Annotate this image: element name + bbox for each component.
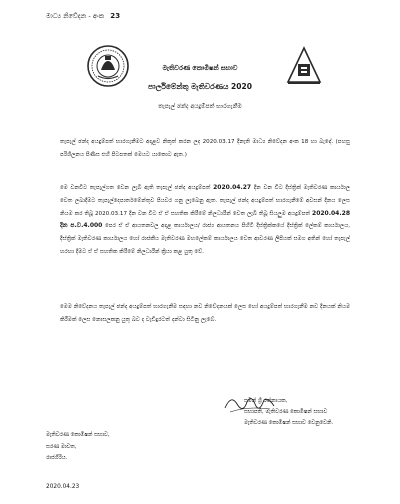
address-line-2: සරණ මාවත, [46,443,77,450]
paragraph-3: මෙම නිවේදනය තැපැල් ඡන්ද අයදුම්පත් භාරගැනීම සඳහා නව නිවේදනයක් ලෙස හෝ අයදුම්පත් භාරගැනීම නව දිනයක් නියම කිරීමක් ලෙස නොසලකනු යුතු බව ද වැඩිදුරටත් දන්වා සිටිනු ලැබේ. [60,304,350,323]
address-line-1: මැතිවරණ කොමිෂන් සභාව, [46,432,110,438]
document-subtitle: තැපැල් ඡන්ද අයදුම්පත් භාරගැනීම [158,103,242,110]
date-highlight-2: 2020.04.28 දින ප.ව.4.000 [60,209,350,230]
document-title: පාර්ලිමේන්තු මැතිවරණය 2020 [148,82,252,91]
paragraph-2-part-a: මෙ වනවිට තැපැල්ගත වෙන ලැබී ඇති තැපැල් ඡන්ද අයදුම්පත් [60,185,211,191]
signatory-name: සමන් ශ්‍රී රත්නායක, [244,398,288,404]
footer-address [46,430,110,465]
date-highlight-1: 2020.04.27 [213,184,252,191]
paragraph-2-part-c: පෙර ඒ ඒ ආයතනවල අදාළ කාර්යාලය/ රාජ්‍ය ආයතනය පිහිටි දිස්ත්‍රික්කයේ දිස්ත්‍රික් ලේකම් කාර්යාලය, දිස්ත්‍රික් මැතිවරණ කාර්යාලය හෝ රාජකීය මැතිවරණ මහලේකම් කාර්යාලය වෙත ආවරණ ලිපියක් සමග අතින් හෝ තැපැල් හරහා දිමට ඒ ඒ සහතික කිරීමේ නිලධාරීන් ක්‍රියා කළ යුතු වේ. [60,223,350,255]
signatory-designation: සභාපති, මැතිවරණ කොමිෂන් සභාව [244,409,328,415]
signature-block [244,396,333,429]
signatory-on-behalf: මැතිවරණ කොමිෂන් සභාව වෙනුවෙනි. [244,420,334,426]
document-date: 2020.04.23 [46,484,80,490]
address-line-3: රාජගිරිය. [46,455,68,461]
paragraph-2 [60,182,350,259]
paragraph-2-part-b: දින වන විට දිස්ත්‍රික් මැතිවරණ කාර්යාල වෙත ලබාදීමට තැපැල්දෙපාර්තමේන්තුව පියවර ගනු ලැබෙනු ඇත. තැපැල් ඡන්ද අයදුම්පත් භාරගැනීමේ අවසන් දිනය ලෙස නියම කර තිබූ 2020.03.17 දින වන විට ඒ ඒ සහතික කිරීමේ නිලධාරීන් වෙත ලැබී තිබූ සියලුම අයදුම්පත් [60,185,351,217]
paragraph-1: තැපැල් ඡන්ද අයදුම්පත් භාරගැනීමට අදාළව නිකුත් කරන ලද 2020.03.17 දිනැති මාධ්‍ය නිවේදන අංක 18 හා බැඳේ. (පහසු පරිශීලනය පිණිස එහි පිටපතක් මෙයට යාකොට ඇත.) [60,139,350,158]
reference-line [46,12,120,21]
reference-label: මාධ්‍ය නිවේදන - අංක [46,12,105,20]
reference-number: 23 [110,12,121,20]
organization-name: මැතිවරණ කොමිෂන් සභාව [162,64,238,72]
